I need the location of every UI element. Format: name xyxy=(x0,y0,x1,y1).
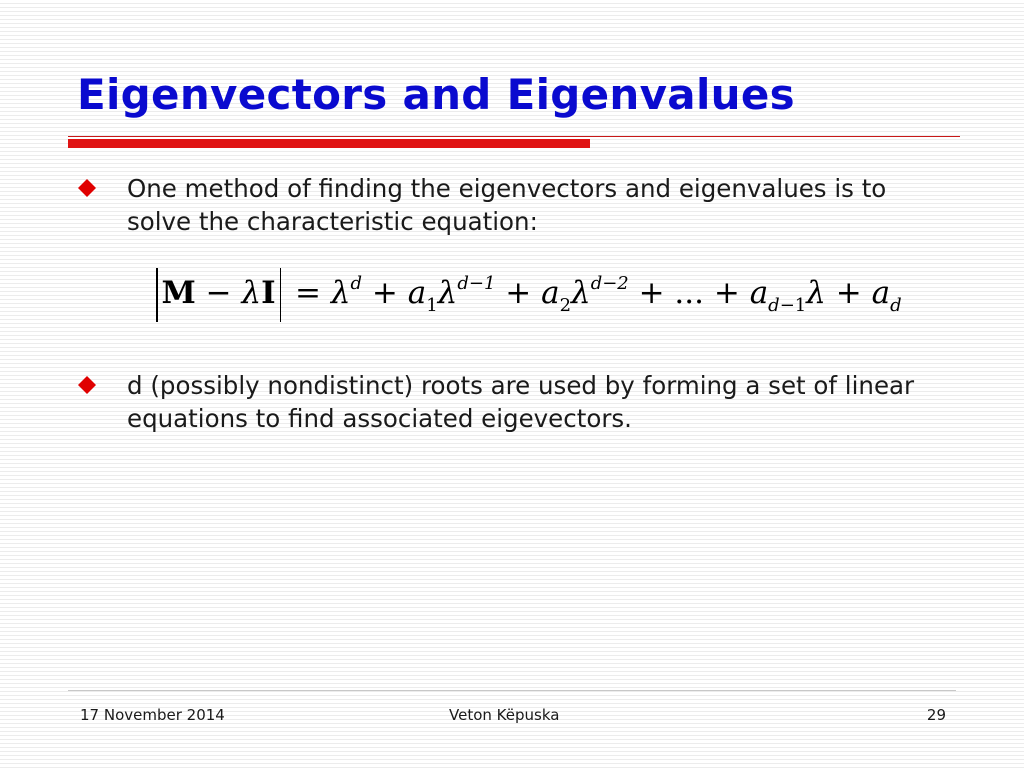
footer-divider xyxy=(68,690,956,691)
page-number: 29 xyxy=(926,706,946,724)
bullet-text: d (possibly nondistinct) roots are used by forming a set of linear equations to find associated eigevectors. xyxy=(127,371,915,433)
characteristic-equation: $M - \lambda I = \lambda^d + a_1\lambda^{d-1} + a_2\lambda^{d-2}$ + ... + $a_{d-1}\lambda + a_d$ xyxy=(152,254,922,314)
diamond-bullet-icon xyxy=(78,179,96,197)
diamond-bullet-icon xyxy=(78,376,96,394)
footer-author: Veton Këpuska xyxy=(449,706,560,724)
footer-date: 17 November 2014 xyxy=(80,706,225,724)
title-underline-thick xyxy=(68,139,590,148)
slide-title: Eigenvectors and Eigenvalues xyxy=(77,70,795,119)
bullet-text: One method of finding the eigenvectors and eigenvalues is to solve the characteristic equation: xyxy=(127,174,887,236)
title-underline-thin xyxy=(68,136,960,137)
